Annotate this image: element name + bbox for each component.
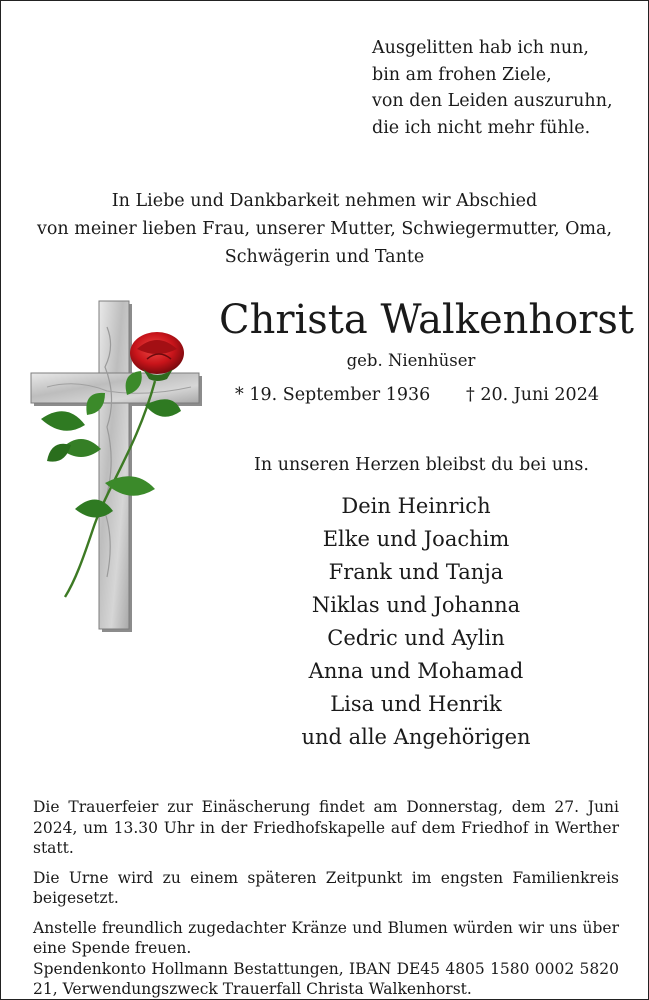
bank-account-notice: Spendenkonto Hollmann Bestattungen, IBAN DE45 4805 1580 0002 5820 21, Verwendungszweck Trauerfall Christa Walkenhorst.	[33, 959, 619, 998]
mourner-entry: und alle Angehörigen	[301, 725, 531, 749]
mourner-entry: Frank und Tanja	[328, 560, 504, 584]
poem-line: von den Leiden auszuruhn,	[372, 91, 613, 111]
mourner-entry: Elke und Joachim	[322, 527, 510, 551]
donation-notice: Anstelle freundlich zugedachter Kränze und Blumen würden wir uns über eine Spende freuen.	[33, 918, 619, 957]
memorial-motto: In unseren Herzen bleibst du bei uns.	[254, 455, 589, 475]
mourners-list	[251, 490, 581, 754]
cross-with-rose-image	[27, 297, 202, 633]
birth-name: geb. Nienhüser	[346, 351, 476, 370]
mourner-entry: Niklas und Johanna	[311, 593, 521, 617]
farewell-intro	[1, 187, 648, 271]
deceased-name: Christa Walkenhorst	[219, 297, 634, 343]
intro-line: von meiner lieben Frau, unserer Mutter, Schwiegermutter, Oma,	[36, 219, 613, 239]
death-date: † 20. Juni 2024	[466, 385, 599, 405]
urn-notice: Die Urne wird zu einem späteren Zeitpunkt im engsten Familienkreis beigesetzt.	[33, 868, 619, 907]
intro-line: In Liebe und Dankbarkeit nehmen wir Abschied	[111, 191, 538, 211]
intro-line: Schwägerin und Tante	[224, 247, 425, 267]
mourner-entry: Anna und Mohamad	[308, 659, 524, 683]
poem-verse	[372, 35, 613, 141]
poem-line: Ausgelitten hab ich nun,	[372, 38, 589, 58]
birth-date: * 19. September 1936	[235, 385, 431, 405]
ceremony-notice: Die Trauerfeier zur Einäscherung findet am Donnerstag, dem 27. Juni 2024, um 13.30 Uhr in der Friedhofskapelle auf dem Friedhof in Werther statt.	[33, 798, 619, 857]
mourner-entry: Cedric und Aylin	[327, 626, 505, 650]
poem-line: bin am frohen Ziele,	[372, 64, 552, 85]
mourner-entry: Lisa und Henrik	[330, 692, 502, 716]
mourner-entry: Dein Heinrich	[341, 494, 491, 518]
funeral-notices	[33, 797, 619, 1000]
poem-line: die ich nicht mehr fühle.	[372, 117, 591, 138]
